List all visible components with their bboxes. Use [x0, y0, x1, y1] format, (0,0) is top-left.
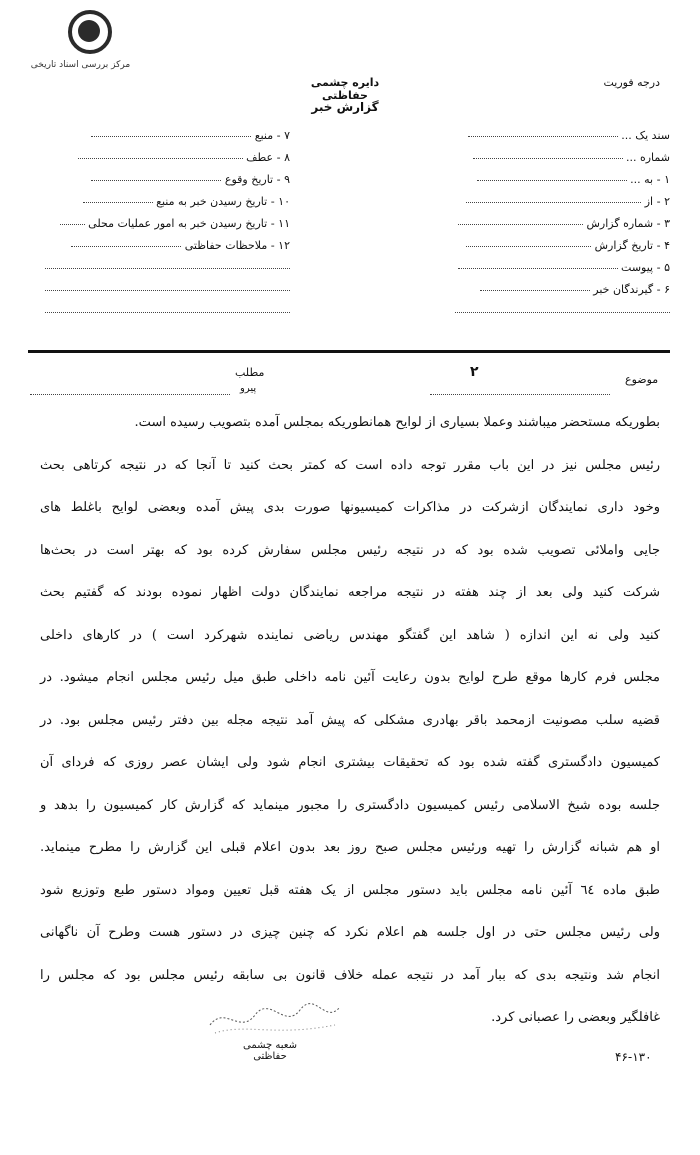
body-line-9: کمیسیون دادگستری گفته شده بود که تحقیقات بیشتری انجام شود ولی ایشان عصر روزی که فردای آن	[40, 755, 660, 770]
signature-scribble-icon	[205, 995, 345, 1040]
left-blank-line-2	[30, 279, 290, 301]
logo-mark-icon	[68, 10, 112, 54]
logo-text: مرکز بررسی اسناد تاریخی	[30, 60, 131, 70]
document-number: ۴۶-۱۳۰	[615, 1050, 652, 1064]
right-field-2: ۲ - از	[440, 191, 670, 213]
body-line-11: او هم شبانه گزارش را تهیه ورئیس مجلس صبح روز بعد بدون اعلام قبلی این گزارش را مطرح مینماید.	[40, 840, 660, 855]
left-field-11: ۱۱ - تاریخ رسیدن خبر به امور عملیات محلی	[30, 213, 290, 235]
right-field-a: سند یک ...	[440, 125, 670, 147]
right-field-6: ۶ - گیرندگان خبر	[440, 279, 670, 301]
right-field-b: شماره ...	[440, 147, 670, 169]
right-field-1: ۱ - به ...	[440, 169, 670, 191]
right-field-3: ۳ - شماره گزارش	[440, 213, 670, 235]
reference-line	[30, 383, 230, 402]
right-fields	[440, 125, 670, 323]
left-field-12: ۱۲ - ملاحظات حفاظتی	[30, 235, 290, 257]
body-line-4: جایی واملائی تصویب شده بود که در نتیجه رئیس مجلس سفارش کرده بود که بهتر است در بحث‌ها	[40, 543, 660, 558]
form-title: گزارش خبر	[311, 100, 379, 114]
body-line-7: مجلس فرم کارها موقع طرح لوایح بدون رعایت آئین نامه داخلی طبق میل رئیس مجلس انجام میشود. در	[40, 670, 660, 685]
body-line-2: رئیس مجلس نیز در این باب مقرر توجه داده است که کمتر بحث کنید تا آنجا که در نتیجه کرتاهی بحث	[40, 458, 660, 473]
left-field-10: ۱۰ - تاریخ رسیدن خبر به منبع	[30, 191, 290, 213]
left-blank-line-3	[30, 301, 290, 323]
reference-sub: پیرو	[240, 383, 257, 394]
body-line-15: غافلگیر وبعضی را عصبانی کرد.	[491, 1010, 660, 1025]
right-field-5: ۵ - پیوست	[440, 257, 670, 279]
body-line-3: وخود داری نمایندگان ازشرکت در مذاکرات کمیسیونها صورت بدی پیش آمده وبعضی لوایح باغلط های	[40, 500, 660, 515]
left-blank-line-1	[30, 257, 290, 279]
body-line-5: شرکت کنید ولی بعد از چند هفته در نتیجه مراجعه نمایندگان دولت اظهار نموده بودند که گفتیم بحث	[40, 585, 660, 600]
classification-label: درجه فوریت	[603, 76, 660, 89]
left-field-7: ۷ - منبع	[30, 125, 290, 147]
left-fields	[30, 125, 290, 323]
signature-stamp: شعبه چشمی حفاظتی	[243, 1040, 297, 1062]
right-blank-line	[440, 301, 670, 323]
body-line-14: انجام شد ونتیجه بدی که ببار آمد در نتیجه عمله خلاف قانون بی سابقه رئیس مجلس بود که مجلس را	[40, 968, 660, 983]
archive-logo	[18, 10, 131, 70]
body-line-6: کنید ولی نه این اندازه ( شاهد این گفتگو مهندس ریاضی نماینده شهرکرد است ) در کارهای داخلی	[40, 628, 660, 643]
body-line-10: جلسه بوده شیخ الاسلامی رئیس کمیسیون دادگستری را مجبور مینماید که گزارش کار کمیسیون را بدهد و	[40, 798, 660, 813]
reference-label: مطلب	[235, 366, 265, 379]
subject-label: موضوع	[625, 373, 659, 386]
right-field-4: ۴ - تاریخ گزارش	[440, 235, 670, 257]
body-line-8: قضیه سلب مصونیت ازمحمد باقر بهادری مشکلی که پیش آمد نتیجه مجله بین دفتر رئیس مجلس بود. در	[40, 713, 660, 728]
body-line-1: بطوریکه مستحضر میباشند وعملا بسیاری از لوایح همانطوریکه بمجلس آمده بتصویب رسیده است.	[134, 415, 660, 430]
subject-value: ۲	[470, 364, 479, 380]
subject-line	[430, 383, 610, 402]
body-line-13: ولی رئیس مجلس حتی در اول جلسه هم اعلام نکرد که چنین چیزی در دستور هست وطرح آن ناگهانی	[40, 925, 660, 940]
left-field-9: ۹ - تاریخ وقوع	[30, 169, 290, 191]
left-field-8: ۸ - عطف	[30, 147, 290, 169]
body-line-12: طبق ماده ٦٤ آئین نامه مجلس باید دستور مجلس از یک هفته قبل تعیین ومواد دستور طبع وتوزیع شود	[40, 883, 661, 898]
department-name: دایره چشمی حفاظتی	[310, 76, 380, 102]
header-divider	[28, 350, 670, 353]
